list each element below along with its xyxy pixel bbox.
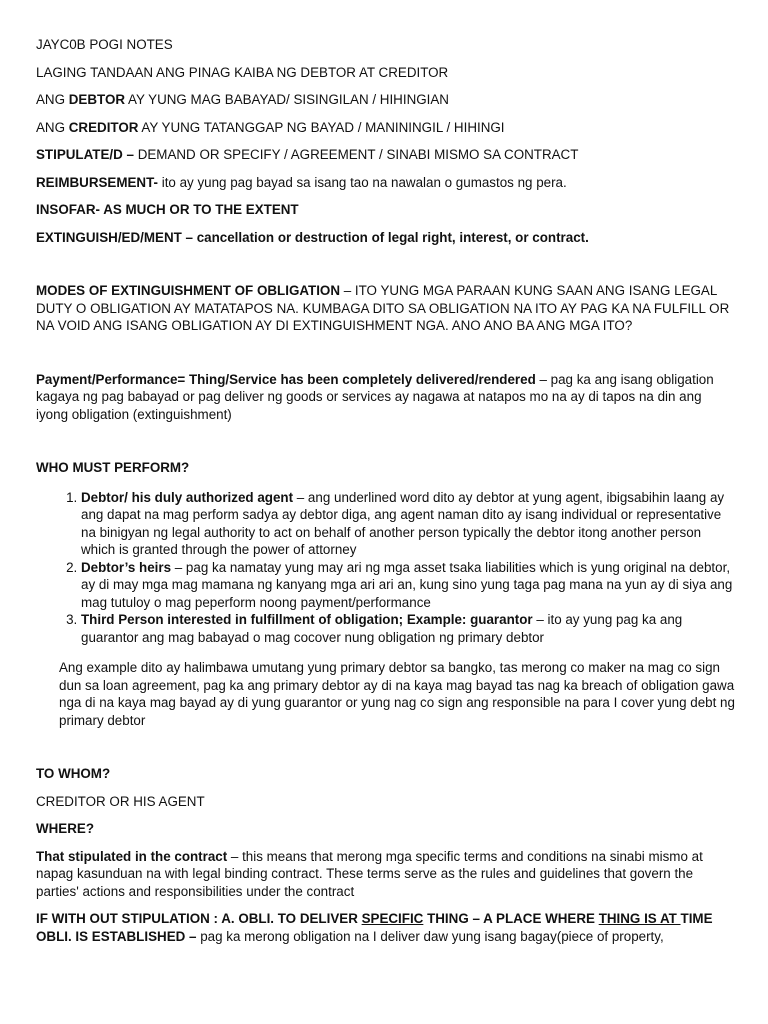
guarantor-example: Ang example dito ay halimbawa umutang yung primary debtor sa bangko, tas merong co maker na mag co sign dun sa loan agreement, pag ka ang primary debtor ay di na kaya mag bayad tas nag ka breach of obligation gawa nga di na kaya mag bayad ay di yung guarantor or yung nag co sign ang responsible na para I cover yung debt ng primary debtor bbox=[59, 660, 735, 728]
to-whom-answer: CREDITOR OR HIS AGENT bbox=[36, 793, 205, 809]
insofar-definition: INSOFAR- AS MUCH OR TO THE EXTENT bbox=[36, 202, 299, 217]
debtor-definition: ANG DEBTOR AY YUNG MAG BABAYAD/ SISINGILAN / HIHINGIAN bbox=[36, 92, 449, 107]
without-stipulation: IF WITH OUT STIPULATION : A. OBLI. TO DELIVER SPECIFIC THING – A PLACE WHERE THING IS AT TIME OBLI. IS ESTABLISHED – pag ka merong obligation na I deliver daw yung isang bagay(piece of property, bbox=[36, 911, 713, 944]
modes-of-extinguishment: MODES OF EXTINGUISHMENT OF OBLIGATION – ITO YUNG MGA PARAAN KUNG SAAN ANG ISANG LEGAL DUTY O OBLIGATION AY MATATAPOS NA. KUMBAGA DITO SA OBLIGATION NA ITO AY PAG KA NA FULFILL OR NA VOID ANG ISANG OBLIGATION AY DI EXTINGUISHMENT NGA. ANO ANO BA ANG MGA ITO? bbox=[36, 283, 730, 333]
to-whom-heading: TO WHOM? bbox=[36, 766, 111, 781]
who-must-perform-list bbox=[36, 489, 736, 647]
stipulated-in-contract: That stipulated in the contract – this means that merong mga specific terms and conditions na sinabi mismo at napag kasunduan na with legal binding contract. These terms serve as the rules and guidelines that govern the parties' actions and responsibilities under the contract bbox=[36, 848, 703, 899]
list-item: 3. Third Person interested in fulfillment of obligation; Example: guarantor – ito ay yung pag ka ang guarantor ang mag babayad o mag cocover nung obligation ng primary debtor bbox=[81, 611, 736, 646]
extinguish-definition: EXTINGUISH/ED/MENT – cancellation or destruction of legal right, interest, or contract. bbox=[36, 229, 589, 245]
document-page bbox=[36, 36, 736, 945]
reimbursement-definition: REIMBURSEMENT- ito ay yung pag bayad sa isang tao na nawalan o gumastos ng pera. bbox=[36, 174, 567, 190]
list-item: 2. Debtor’s heirs – pag ka namatay yung may ari ng mga asset tsaka liabilities which is yung original na debtor, ay di may mga mag mamana ng kanyang mga ari ari an, kung sino yung taga pag mana na yun ay di siya ang mag tutuloy o mag peperform noong payment/performance bbox=[81, 559, 736, 612]
reminder-line: LAGING TANDAAN ANG PINAG KAIBA NG DEBTOR AT CREDITOR bbox=[36, 64, 449, 80]
payment-performance: Payment/Performance= Thing/Service has been completely delivered/rendered – pag ka ang isang obligation kagaya ng pag babayad or pag deliver ng goods or services ay nagawa at natapos mo na ay di tapos na din ang iyong obligation (extinguishment) bbox=[36, 371, 714, 422]
list-item: 1. Debtor/ his duly authorized agent – ang underlined word dito ay debtor at yung agent, ibigsabihin laang ay ang dapat na mag perform sadya ay debtor diga, ang agent naman dito ay isang individual or representative na binigyan ng legal authority to act on behalf of another person typically the debtor itong another person which is granted through the power of attorney bbox=[81, 489, 736, 559]
where-heading: WHERE? bbox=[36, 821, 95, 836]
who-must-perform-heading: WHO MUST PERFORM? bbox=[36, 460, 190, 475]
stipulate-definition: STIPULATE/D – DEMAND OR SPECIFY / AGREEMENT / SINABI MISMO SA CONTRACT bbox=[36, 147, 579, 162]
creditor-definition: ANG CREDITOR AY YUNG TATANGGAP NG BAYAD / MANININGIL / HIHINGI bbox=[36, 119, 505, 135]
document-title: JAYC0B POGI NOTES bbox=[36, 37, 173, 52]
